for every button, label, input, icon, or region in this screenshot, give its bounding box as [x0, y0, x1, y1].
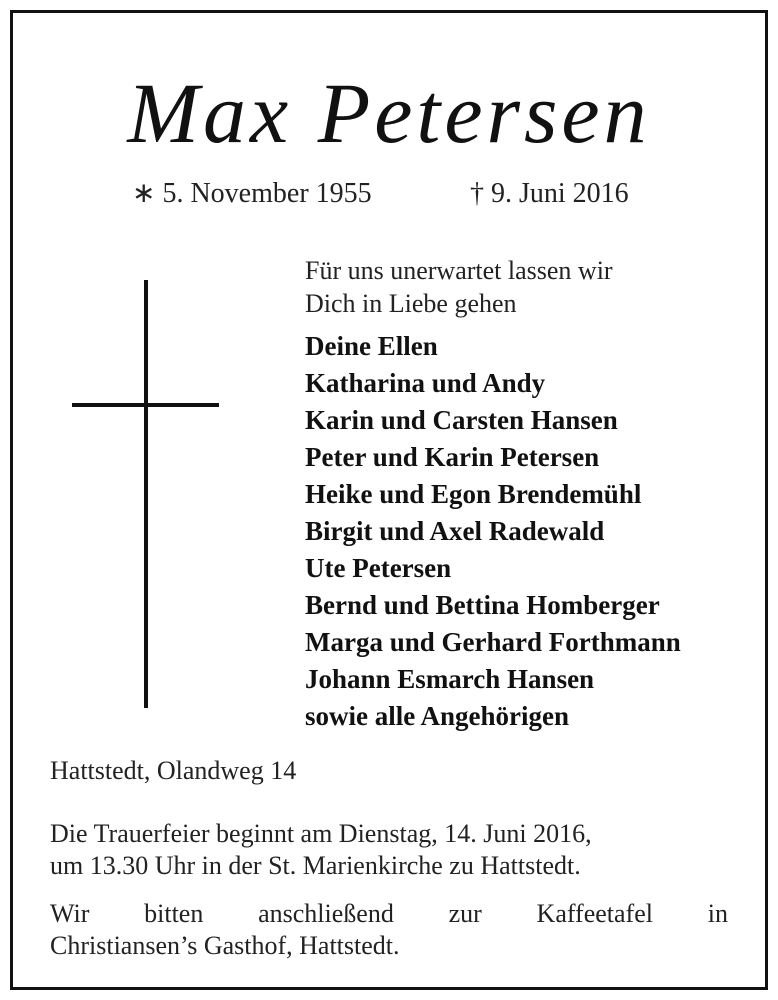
cross-icon-bar	[72, 403, 219, 407]
mourner: Johann Esmarch Hansen	[305, 664, 595, 694]
mourner: Karin und Carsten Hansen	[305, 405, 618, 435]
death-date: † 9. Juni 2016	[470, 178, 629, 209]
coffee-word: bitten	[144, 899, 204, 928]
ceremony-info	[50, 818, 728, 882]
coffee-invitation	[50, 898, 728, 962]
coffee-word: Kaffeetafel	[536, 899, 653, 928]
address: Hattstedt, Olandweg 14	[50, 756, 297, 785]
coffee-word: anschließend	[258, 899, 394, 928]
mourner: Heike und Egon Brendemühl	[305, 479, 642, 509]
ceremony-line: um 13.30 Uhr in der St. Marienkirche zu Hattstedt.	[50, 851, 581, 880]
mourners-list	[305, 328, 755, 735]
mourner: Deine Ellen	[305, 331, 438, 361]
coffee-line	[50, 898, 728, 930]
coffee-word: in	[707, 899, 728, 928]
coffee-word: Wir	[50, 899, 90, 928]
mourner: Birgit und Axel Radewald	[305, 516, 605, 546]
mourner: Marga und Gerhard Forthmann	[305, 627, 681, 657]
birth-date: ∗ 5. November 1955	[132, 178, 372, 209]
intro-text	[305, 254, 745, 320]
mourner: Katharina und Andy	[305, 368, 546, 398]
intro-line: Dich in Liebe gehen	[305, 289, 517, 318]
mourner: Bernd und Bettina Homberger	[305, 590, 660, 620]
coffee-word: zur	[448, 899, 482, 928]
mourner: Peter und Karin Petersen	[305, 442, 600, 472]
coffee-line: Christiansen’s Gasthof, Hattstedt.	[50, 931, 400, 960]
mourner: Ute Petersen	[305, 553, 452, 583]
ceremony-line: Die Trauerfeier beginnt am Dienstag, 14. Juni 2016,	[50, 819, 592, 848]
mourner: sowie alle Angehörigen	[305, 701, 569, 731]
intro-line: Für uns unerwartet lassen wir	[305, 256, 613, 285]
cross-icon	[144, 280, 148, 708]
deceased-name: Max Petersen	[127, 65, 651, 161]
